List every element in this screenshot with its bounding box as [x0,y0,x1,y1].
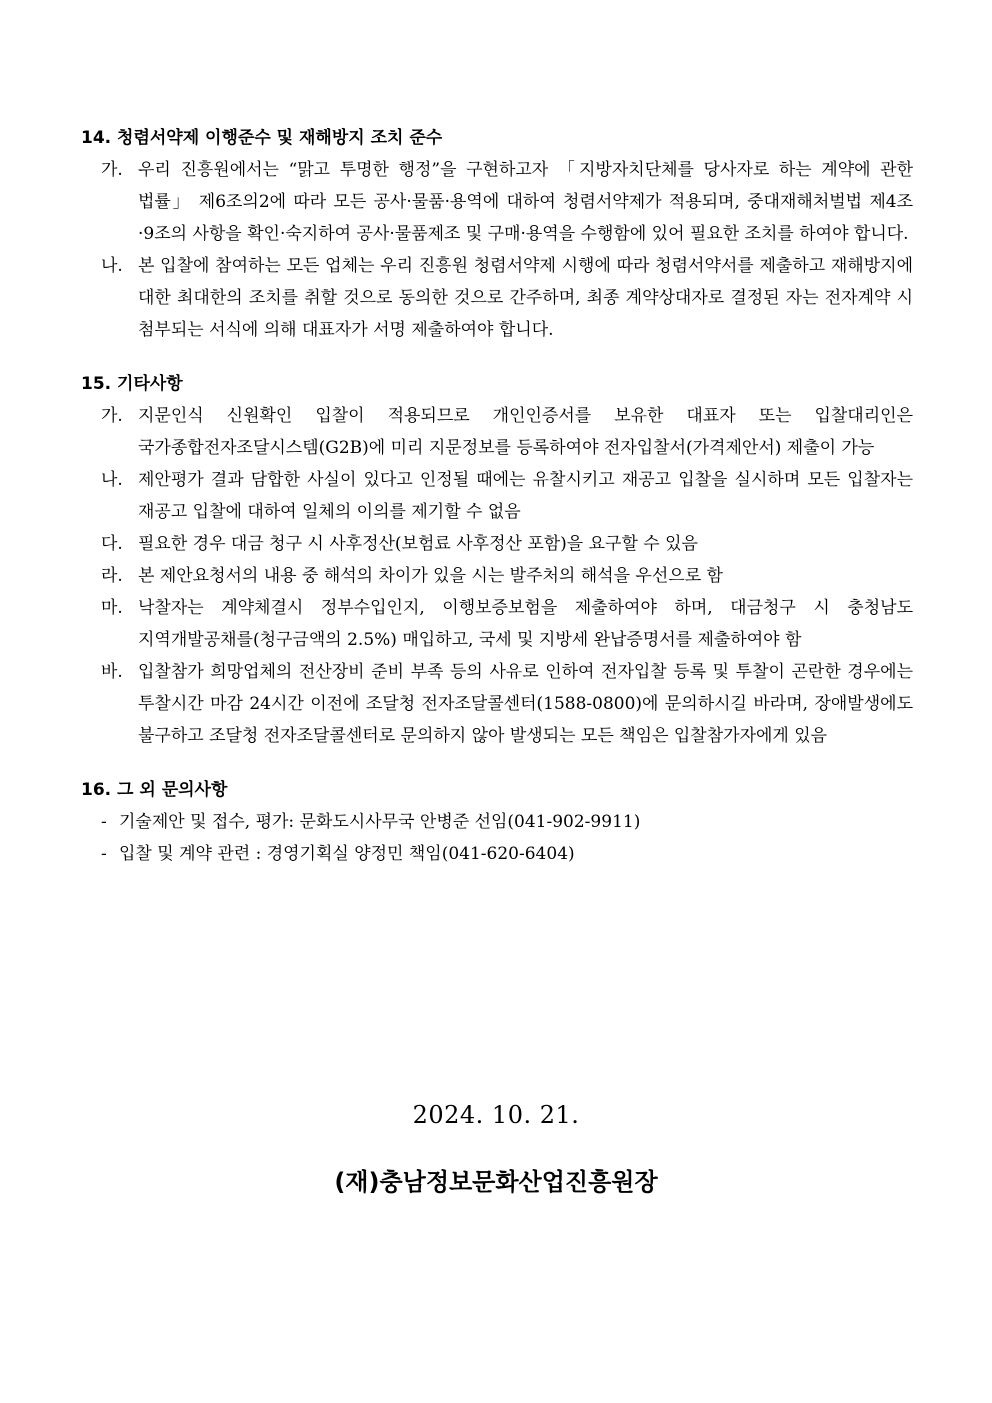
item-text: 제안평가 결과 담합한 사실이 있다고 인정될 때에는 유찰시키고 재공고 입찰을 실시하며 모든 입찰자는 재공고 입찰에 대하여 일체의 이의를 제기할 수 없음 [138,470,913,522]
section-title: 14. 청렴서약제 이행준수 및 재해방지 조치 준수 [81,128,443,148]
contact-text: 기술제안 및 접수, 평가: 문화도시사무국 안병준 선임(041-902-9911) [119,812,641,832]
document-body [81,122,913,870]
section-16 [81,774,913,870]
list-item [81,464,913,528]
item-text: 본 제안요청서의 내용 중 해석의 차이가 있을 시는 발주처의 해석을 우선으로 함 [138,566,723,586]
section-title: 15. 기타사항 [81,374,183,394]
contact-text: 입찰 및 계약 관련 : 경영기획실 양정민 책임(041-620-6404) [119,844,575,864]
contact-item [81,806,913,838]
item-marker: 라. [101,566,123,586]
list-item [81,528,913,560]
item-text: 입찰참가 희망업체의 전산장비 준비 부족 등의 사유로 인하여 전자입찰 등록 및 투찰이 곤란한 경우에는 투찰시간 마감 24시간 이전에 조달청 전자조달콜센터(1588-0800)에 문의하시길 바라며, 장애발생에도 불구하고 조달청 전자조달콜센터로 문의하지 않아 발생되는 모든 책임은 입찰참가자에게 있음 [138,662,913,746]
section-title: 16. 그 외 문의사항 [81,780,228,800]
document-date: 2024. 10. 21. [412,1101,580,1129]
item-text: 우리 진흥원에서는 “맑고 투명한 행정”을 구현하고자 「지방자치단체를 당사자로 하는 계약에 관한 법률」 제6조의2에 따라 모든 공사·물품·용역에 대하여 청렴서약제가 적용되며, 중대재해처벌법 제4조·9조의 사항을 확인·숙지하여 공사·물품제조 및 구매·용역을 수행함에 있어 필요한 조치를 하여야 합니다. [138,160,913,244]
list-item [81,250,913,346]
item-marker: 나. [101,470,123,490]
section-14 [81,122,913,346]
item-marker: 바. [101,662,123,682]
list-item [81,154,913,250]
item-text: 낙찰자는 계약체결시 정부수입인지, 이행보증보험을 제출하여야 하며, 대금청구 시 충청남도 지역개발공채를(청구금액의 2.5%) 매입하고, 국세 및 지방세 완납증명서를 제출하여야 함 [138,598,913,650]
item-text: 필요한 경우 대금 청구 시 사후정산(보험료 사후정산 포함)을 요구할 수 있음 [138,534,698,554]
item-marker: 마. [101,598,123,618]
list-item [81,400,913,464]
item-text: 본 입찰에 참여하는 모든 업체는 우리 진흥원 청렴서약제 시행에 따라 청렴서약서를 제출하고 재해방지에 대한 최대한의 조치를 취할 것으로 동의한 것으로 간주하며, 최종 계약상대자로 결정된 자는 전자계약 시 첨부되는 서식에 의해 대표자가 서명 제출하여야 합니다. [138,256,913,340]
item-marker: 가. [101,160,123,180]
contact-marker: - [101,844,107,864]
section-15 [81,368,913,752]
contact-item [81,838,913,870]
list-item [81,560,913,592]
item-marker: 나. [101,256,123,276]
item-marker: 가. [101,406,123,426]
list-item [81,656,913,752]
list-item [81,592,913,656]
item-text: 지문인식 신원확인 입찰이 적용되므로 개인인증서를 보유한 대표자 또는 입찰대리인은 국가종합전자조달시스템(G2B)에 미리 지문정보를 등록하여야 전자입찰서(가격제안서) 제출이 가능 [138,406,913,458]
item-marker: 다. [101,534,123,554]
issuing-organization: (재)충남정보문화산업진흥원장 [334,1168,658,1196]
contact-marker: - [101,812,107,832]
